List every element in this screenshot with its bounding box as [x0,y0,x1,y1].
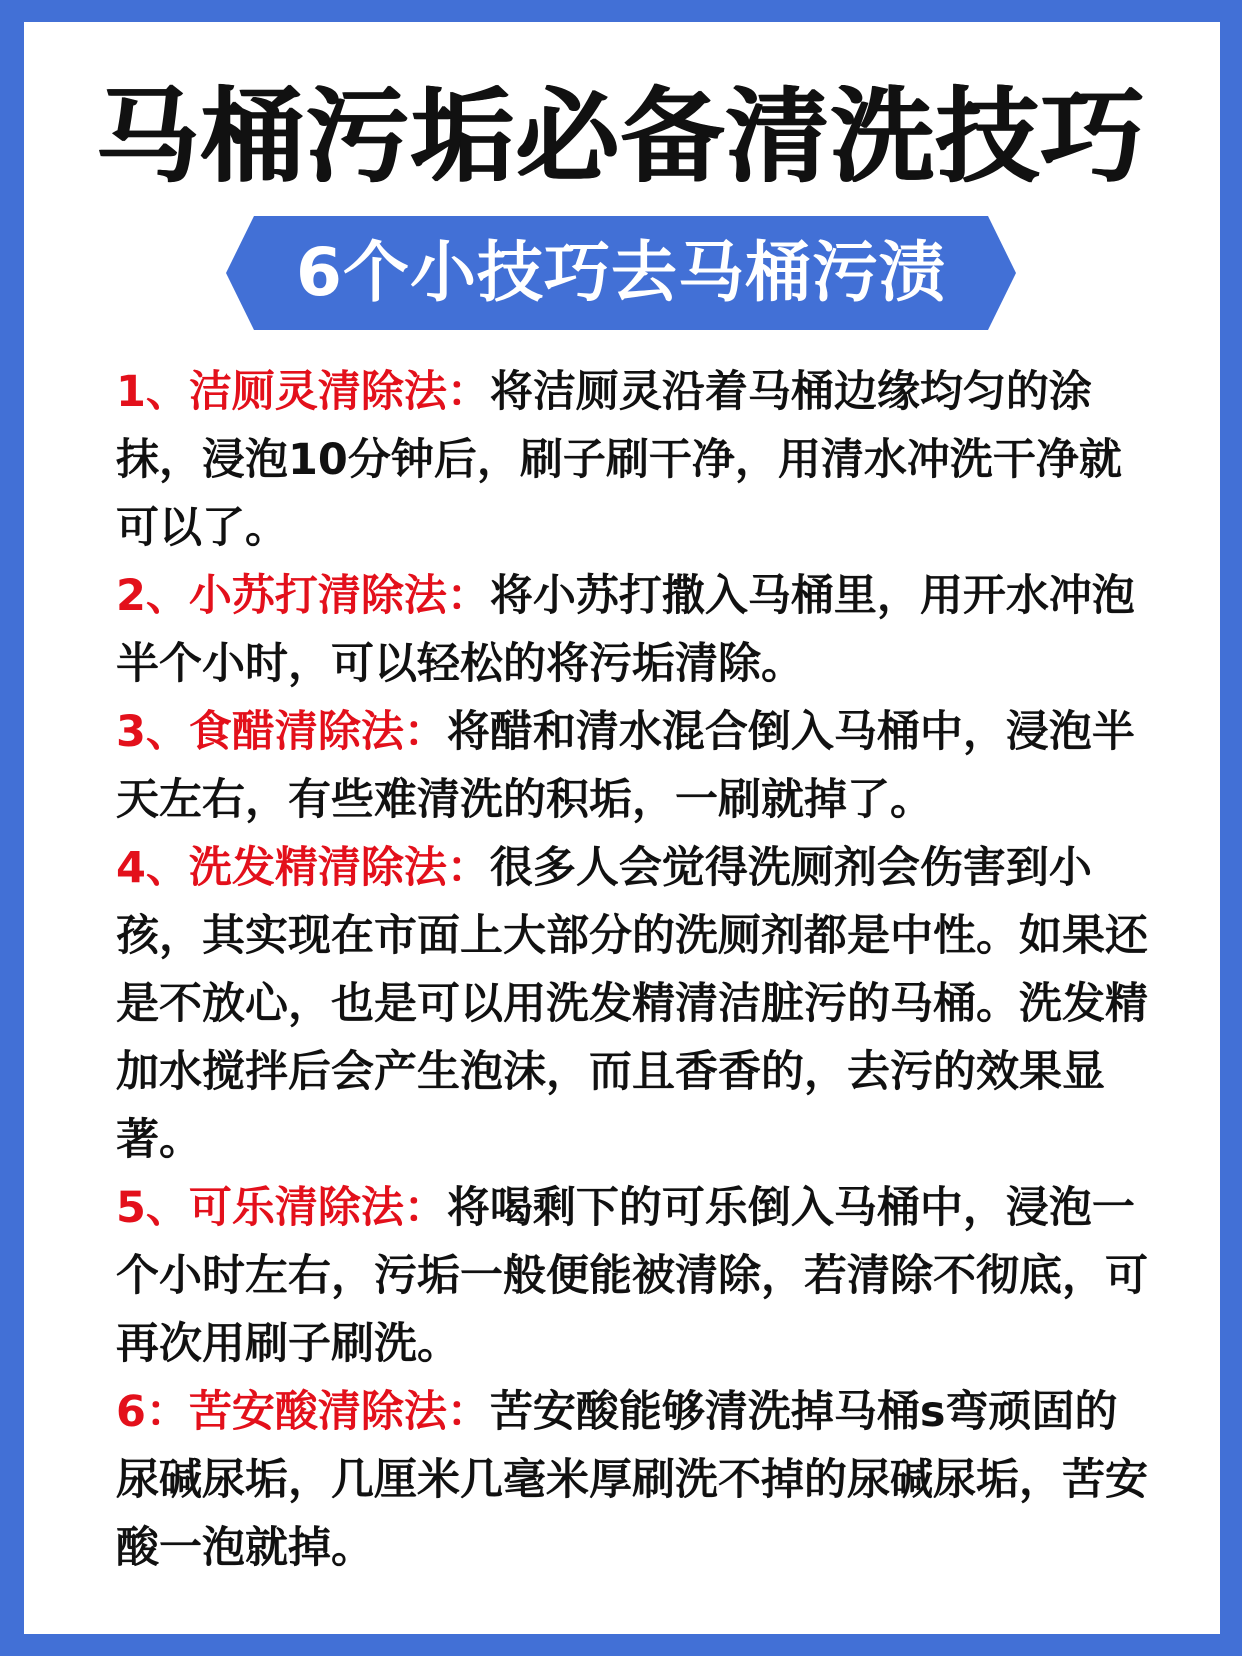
tip-body: 将洁厕灵沿着马桶边缘均匀的涂抹，浸泡10分钟后，刷子刷干净，用清水冲洗干净就可以了。 [116,367,1122,553]
tip-body: 将小苏打撒入马桶里，用开水冲泡半个小时，可以轻松的将污垢清除。 [116,571,1135,689]
tip-heading: 5、可乐清除法： [116,1183,447,1233]
tip-heading: 3、食醋清除法： [116,707,447,757]
tip-item-3 [116,698,1156,834]
page-title: 马桶污垢必备清洗技巧 [96,77,1146,197]
tip-body: 将喝剩下的可乐倒入马桶中，浸泡一个小时左右，污垢一般便能被清除，若清除不彻底，可再次用刷子刷洗。 [116,1183,1148,1369]
tip-item-4 [116,834,1156,1174]
tip-item-2 [116,562,1156,698]
tip-heading: 6：苦安酸清除法： [116,1387,490,1437]
tip-heading: 1、洁厕灵清除法： [116,367,490,417]
tip-body: 很多人会觉得洗厕剂会伤害到小孩，其实现在市面上大部分的洗厕剂都是中性。如果还是不放心，也是可以用洗发精清洁脏污的马桶。洗发精加水搅拌后会产生泡沫，而且香香的，去污的效果显著。 [116,843,1148,1165]
tip-body: 苦安酸能够清洗掉马桶s弯顽固的尿碱尿垢，几厘米几毫米厚刷洗不掉的尿碱尿垢，苦安酸一泡就掉。 [116,1387,1148,1573]
subtitle-banner [226,216,1016,330]
tips-list [116,358,1156,1582]
subtitle-text: 6个小技巧去马桶污渍 [296,234,946,311]
tip-item-1 [116,358,1156,562]
tip-heading: 4、洗发精清除法： [116,843,490,893]
tip-body: 将醋和清水混合倒入马桶中，浸泡半天左右，有些难清洗的积垢，一刷就掉了。 [116,707,1135,825]
tip-heading: 2、小苏打清除法： [116,571,490,621]
tip-item-6 [116,1378,1156,1582]
tip-item-5 [116,1174,1156,1378]
